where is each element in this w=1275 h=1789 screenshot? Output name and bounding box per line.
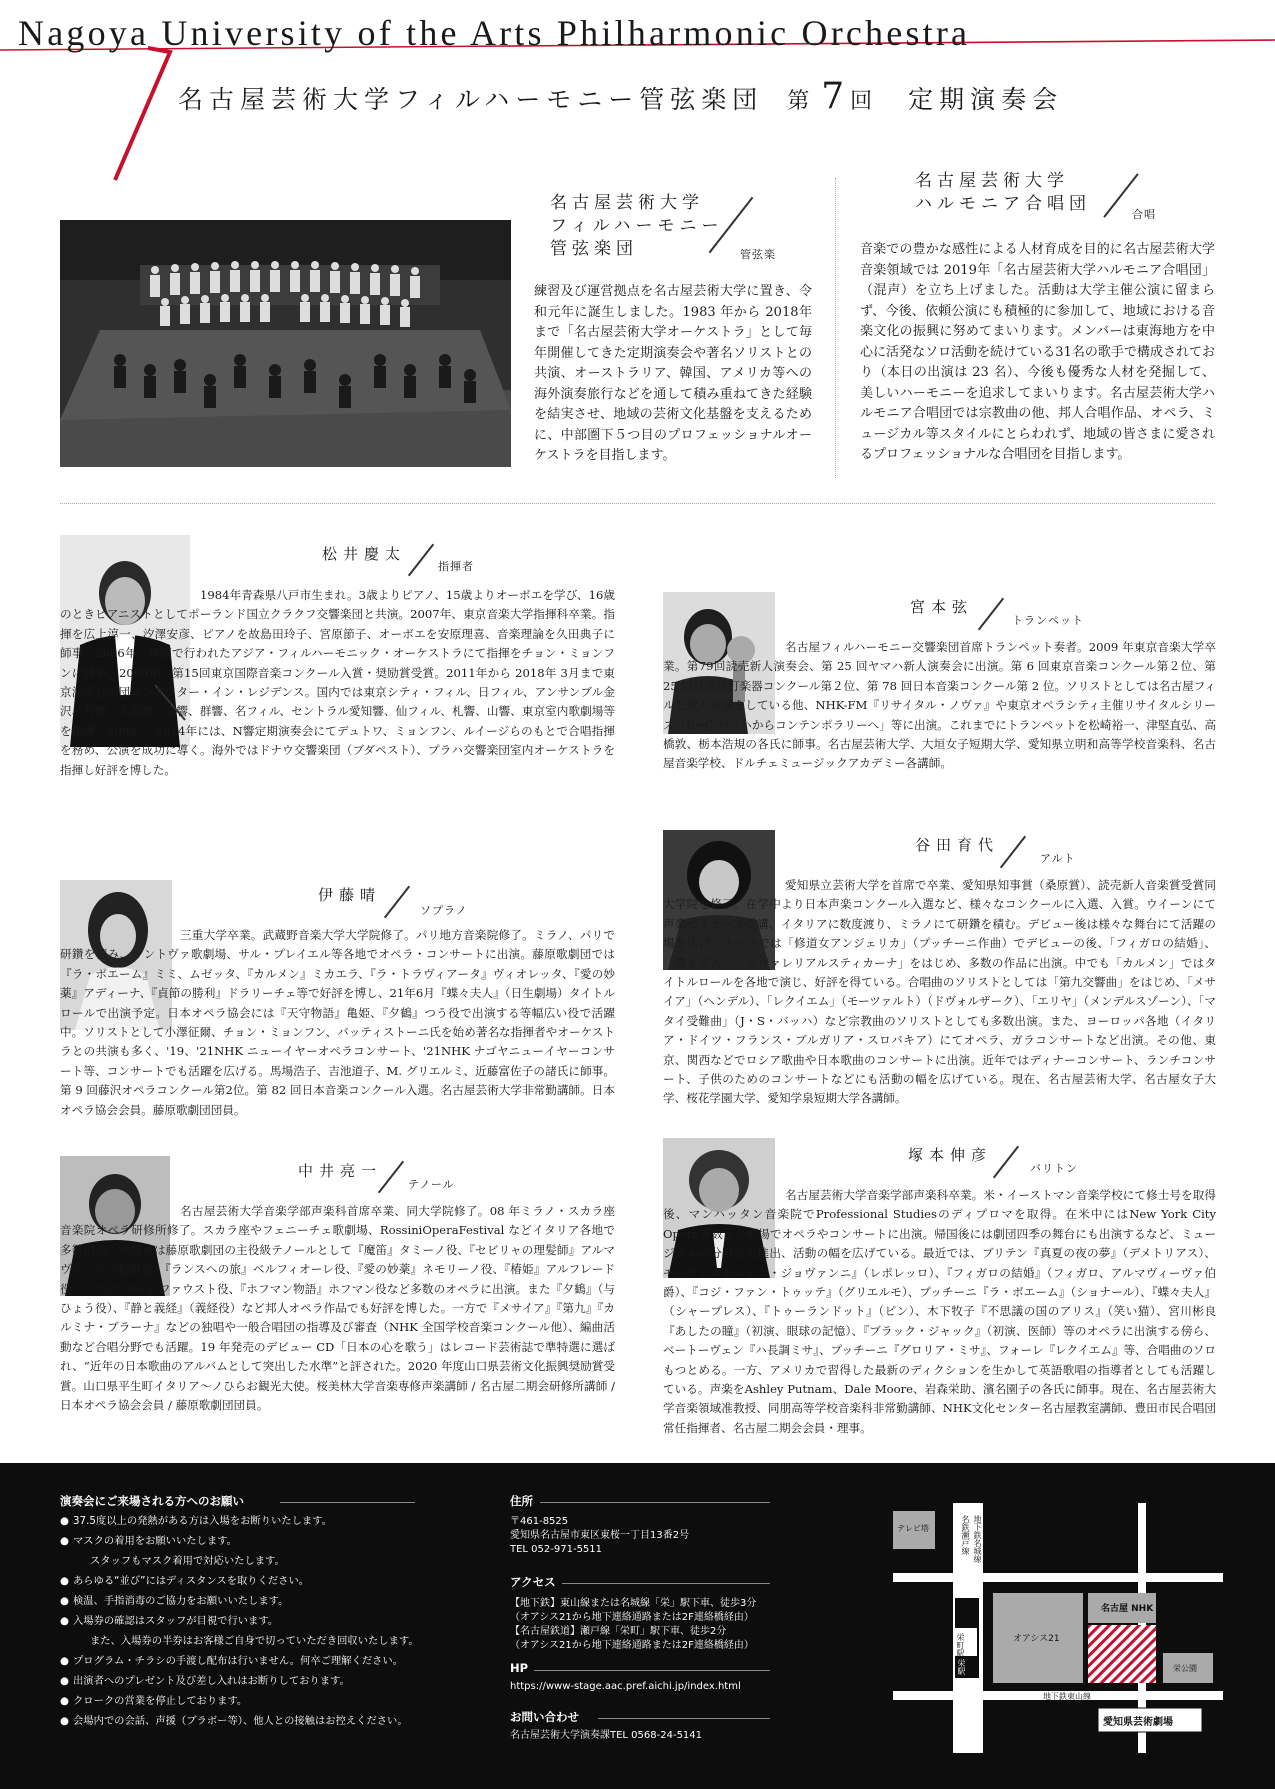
notice-item: ● 会場内での会話、声援（ブラボー等）、他人との接触はお控えください。 <box>60 1711 450 1731</box>
tsukamoto-bio: 名古屋芸術大学音楽学部声楽科卒業。米・イーストマン音楽学校にて修士号を取得後、マンハッタン音楽院でProfessional Studiesのディプロマを取得。在米中にはNew York City Opera等数々の劇場でオペラやコンサートに出演。帰国後には劇団四季の舞台にも出演するなど、ミュージカルの分野にも進出、活動の幅を広げている。最近では、ブリテン『真夏の夜の夢』（デメトリアス）、モーツァルト『ドン・ジョヴァンニ』（レポレッロ）、『フィガロの結婚』（フィガロ、アルマヴィーヴァ伯爵）、『コジ・ファン・トゥッテ』（グリエルモ）、プッチーニ『ラ・ボエーム』（ショナール）、『蝶々夫人』（シャープレス）、『トゥーランドット』（ピン）、木下牧子『不思議の国のアリス』（笑い猫）、宮川彬良『あしたの瞳』（初演、眼球の記憶）、『ブラック・ジャック』（初演、医師）等のオペラに出演する傍ら、ベートーヴェン『ハ長調ミサ』、プッチーニ『グロリア・ミサ』、フォーレ『レクイエム』等、合唱曲のソロもつとめる。一方、アメリカで習得した最新のディクションを生かして英語歌唱の指導者としても活躍している。声楽をAshley Putnam、Dale Moore、岩森栄助、濱名園子の各氏に師事。現在、名古屋芸術大学音楽領域准教授、同朋高等学校音楽科非常勤講師、NHK文化センター名古屋教室講師、豊田市民合唱団常任指揮者、名古屋二期会会員・理事。 <box>663 1188 1216 1435</box>
address-block <box>510 1515 689 1557</box>
concert-hall-illustration <box>60 220 511 467</box>
access-line4: （オアシス21から地下連絡通路または2F連絡橋経由） <box>510 1640 754 1651</box>
access-block <box>510 1597 756 1653</box>
hp-heading-rule <box>534 1670 770 1671</box>
orchestra-name-line2: フィルハーモニー <box>550 216 724 236</box>
red-seven-stroke <box>115 48 170 180</box>
address-tel: TEL 052-971-5511 <box>510 1544 603 1555</box>
notice-heading: 演奏会にご来場される方へのお願い <box>60 1494 244 1508</box>
map-label-park: 栄公園 <box>1173 1664 1197 1673</box>
ito-name: 伊藤晴 <box>318 886 382 904</box>
choir-name-line2: ハルモニア合唱団 <box>915 194 1091 214</box>
footer <box>0 1463 1275 1789</box>
orchestra-name-line3: 管弦楽団 <box>550 239 638 259</box>
matsui-name: 松井慶太 <box>322 545 407 563</box>
ito-slash <box>384 886 410 919</box>
map-label-meijo <box>973 1515 982 1563</box>
address-heading: 住所 <box>510 1494 533 1508</box>
title-jp-main: 名古屋芸術大学フィルハーモニー管弦楽団 <box>178 85 764 114</box>
contact-heading: お問い合わせ <box>510 1710 579 1724</box>
title-jp-sub: 定期演奏会 <box>908 85 1064 114</box>
notice-item: ● 出演者へのプレゼント及び差し入れはお断りしております。 <box>60 1671 450 1691</box>
access-heading: アクセス <box>510 1575 556 1589</box>
nakai-bio: 名古屋芸術大学音楽学部声楽科首席卒業、同大学院修了。08 年ミラノ・スカラ座音楽院オペラ研修所修了。スカラ座やフェニーチェ歌劇場、RossiniOperaFestival などイタリア各地で多数出演。帰国後は藤原歌劇団の主役級テノールとして『魔笛』タミーノ役、『セビリャの理髪師』アルマヴィーヴァ伯爵役、『ランスへの旅』ベルフィオーレ役、『愛の妙薬』ネモリーノ役、『椿姫』アルフレード役、『ファウスト』ファウスト役、『ホフマン物語』ホフマン役など多数のオペラに出演。また『夕鶴』（与ひょう役）、『静と義経』（義経役）など邦人オペラ作品でも好評を博した。一方で『メサイア』『第九』『カルミナ・ブラーナ』などの独唱や一般合唱団の指導及び審査（NHK 全国学校音楽コンクール他）、編曲活動など合唱分野でも活躍。19 年発売のデビュー CD「日本の心を歌う」はレコード芸術誌で準特選に選ばれ、“近年の日本歌曲のアルバムとして突出した水準”と評された。2020 年度山口県芸術文化振興奨励賞受賞。山口県平生町イタリア～ノひらお観光大使。桜美林大学音楽専修声楽講師 / 名古屋二期会研修所講師 / 日本オペラ協会会員 / 藤原歌劇団団員。 <box>60 1204 615 1413</box>
contact-heading-rule <box>598 1718 770 1719</box>
notice-item: ● 入場券の確認はスタッフが目視で行います。 <box>60 1611 450 1631</box>
tanida-role: アルト <box>1040 852 1076 865</box>
notice-item: ● クロークの営業を停止しております。 <box>60 1691 450 1711</box>
access-line2: （オアシス21から地下連絡通路または2F連絡橋経由） <box>510 1612 754 1623</box>
tanida-bio: 愛知県立芸術大学を首席で卒業、愛知県知事賞（桑原賞）、読売新人音楽賞受賞同大学院を修了。在学中より日本声楽コンクール入選など、様々なコンクールに入選、入賞。ウイーンにて声楽ゼミナール受講、イタリアに数度渡り、ミラノにて研鑽を積む。デビュー後は様々な舞台にて活躍の場を広げ、オペラでは「修道女アンジェリカ」（プッチーニ作曲）でデビューの後、「フィガロの結婚」、「蝶々夫人」、「カヴァレリアルスティカーナ」をはじめ、多数の作品に出演。中でも「カルメン」ではタイトルロールを各地で演じ、好評を得ている。合唱曲のソリストとしては「第九交響曲」をはじめ、「メサイア」（ヘンデル）、「レクイエム」（モーツァルト）（ドヴォルザーク）、「エリヤ」（メンデルスゾーン）、「マタイ受難曲」（J・S・バッハ）など宗教曲のソリストとしても多数出演。また、ヨーロッパ各地（イタリア・ドイツ・フランス・ブルガリア・スロバキア）にてオペラ、ガラコンサートなど出演。その他、東京、関西などでロシア歌曲や日本歌曲のコンサートに出演。近年ではディナーコンサート、ランチコンサート、子供のためのコンサートなどにも活動の幅を広げている。現在、名古屋芸術大学、名古屋女子大学、桜花学園大学、愛知学泉短期大学各講師。 <box>663 878 1216 1106</box>
miyamoto-name: 宮本弦 <box>910 598 974 616</box>
map-label-sakaemachi-text: 栄町駅 <box>956 1633 965 1657</box>
map-label-sakaemachi <box>956 1633 965 1657</box>
choir-name-line1: 名古屋芸術大学 <box>915 171 1069 191</box>
orchestra-photo <box>60 220 511 467</box>
map-label-seto-line <box>961 1515 970 1555</box>
map-venue-building <box>1088 1625 1156 1683</box>
access-map <box>893 1503 1223 1753</box>
notice-item: また、入場券の半券はお客様ご自身で切っていただき回収いたします。 <box>90 1635 419 1647</box>
tanida-slash <box>1000 836 1026 869</box>
map-road-horizontal-1 <box>893 1573 1223 1582</box>
ito-role: ソプラノ <box>420 904 468 917</box>
matsui-role: 指揮者 <box>438 560 474 573</box>
orchestra-name <box>550 192 723 261</box>
title-kai: 回 <box>850 89 879 114</box>
miyamoto-slash <box>978 598 1004 631</box>
ito-bio: 三重大学卒業。武蔵野音楽大学大学院修了。パリ地方音楽院修了。ミラノ、パリで研鑽を積み、マントヴァ歌劇場、サル・プレイエル等各地でオペラ・コンサートに出演。藤原歌劇団では『ラ・ボエーム』ミミ、ムゼッタ、『カルメン』ミカエラ、『ラ・トラヴィアータ』ヴィオレッタ、『愛の妙薬』アディーナ、『貞節の勝利』ドラリーチェ等で好評を博し、21年6月『蝶々夫人』（日生劇場）タイトルロールで出演予定。日本オペラ協会には『天守物語』亀姫、『夕鶴』つう役で出演する等幅広い役で活躍中。ソリストとして小澤征爾、チョン・ミョンフン、バッティストーニ氏を始め著名な指揮者やオーケストラとの共演も多く、'19、'21NHK ニューイヤーオペラコンサート、'21NHK ナゴヤニューイヤーコンサート等、コンサートでも活躍を広げる。馬場浩子、吉池道子、M. グリエルミ、近藤富佐子の諸氏に師事。第 9 回藤沢オペラコンクール第2位。第 82 回日本音楽コンクール入選。名古屋芸術大学非常勤講師。日本オペラ協会会員。藤原歌劇団団員。 <box>60 928 615 1117</box>
map-drawing <box>893 1503 1223 1753</box>
notice-list <box>60 1511 450 1731</box>
map-label-nhk: 名古屋 NHK <box>1101 1604 1154 1614</box>
nakai-role: テノール <box>408 1178 455 1191</box>
tsukamoto-slash <box>993 1146 1019 1179</box>
access-heading-rule <box>562 1583 770 1584</box>
title-japanese <box>178 76 1063 117</box>
column-divider-dotted <box>835 178 836 478</box>
address-postal: 〒461-8525 <box>510 1516 569 1527</box>
section-divider <box>60 503 1215 504</box>
miyamoto-role: トランペット <box>1012 614 1084 627</box>
access-line3: 【名古屋鉄道】瀬戸線「栄町」駅下車、徒歩2分 <box>510 1626 727 1637</box>
map-label-meijo-text: 地下鉄名城線 <box>973 1515 982 1563</box>
notice-item: ● あらゆる“並び”にはディスタンスを取りください。 <box>60 1571 450 1591</box>
hp-url-link[interactable]: https://www-stage.aac.pref.aichi.jp/index.html <box>510 1681 741 1692</box>
map-label-sakae <box>957 1659 966 1675</box>
orchestra-description: 練習及び運営拠点を名古屋芸術大学に置き、令和元年に誕生しました。1983 年から 2018年まで「名古屋芸術大学オーケストラ」として毎年開催してきた定期演奏会や著名ソリストとの共演、オーストラリア、韓国、アメリカ等への海外演奏旅行などを通して積み重ねてきた経験を結実させ、地域の芸術文化基盤を支えるために、中部圏下５つ目のプロフェッショナルオーケストラを目指します。 <box>534 284 812 463</box>
contact-text: 名古屋芸術大学演奏課TEL 0568-24-5141 <box>510 1730 703 1741</box>
map-label-seto-line-text: 名鉄瀬戸線 <box>961 1515 970 1555</box>
notice-heading-rule <box>280 1502 415 1503</box>
tsukamoto-role: バリトン <box>1030 1162 1078 1175</box>
hp-heading: HP <box>510 1661 529 1675</box>
concert-number: 7 <box>821 76 845 117</box>
map-label-higashiyama: 地下鉄東山線 <box>1043 1692 1091 1701</box>
orchestra-name-line1: 名古屋芸術大学 <box>550 193 704 213</box>
title-english: Nagoya University of the Arts Philharmonic Orchestra <box>18 13 971 53</box>
map-label-sakae-text: 栄駅 <box>957 1659 966 1675</box>
tsukamoto-name: 塚本伸彦 <box>908 1146 993 1164</box>
matsui-bio: 1984年青森県八戸市生まれ。3歳よりピアノ、15歳よりオーボエを学び、16歳のときピアニストとしてポーランド国立クラクフ交響楽団と共演。2007年、東京音楽大学指揮科卒業。指揮を広上淳一、汐澤安彦、ピアノを故島田玲子、宮原節子、オーボエを安原理喜、音楽理論を久田典子に師事。2006年、韓国で行われたアジア・フィルハーモニック・オーケストラにて指揮をチョン・ミョンフンに師事。2009年、第15回東京国際音楽コンクール入賞・奨励賞受賞。2011年から 2018年 3月まで東京混声合唱団コンダクター・イン・レジデンス。国内では東京シティ・フィル、日フィル、アンサンブル金沢、九響、大阪響、京響、群響、名フィル、セントラル愛知響、仙フィル、札響、山響、東京室内歌劇場等を指揮。2008 ～ 2014年には、N響定期演奏会にてデュトワ、ミョンフン、ルイージらのもとで合唱指揮を務め、公演を成功に導く。海外ではドナウ交響楽団（ブダペスト）、プラハ交響楽団室内オーケストラを指揮し好評を博した。 <box>60 588 615 777</box>
choir-role: 合唱 <box>1132 208 1156 221</box>
choir-description: 音楽での豊かな感性による人材育成を目的に名古屋芸術大学音楽領域では 2019年「名古屋芸術大学ハルモニア合唱団」（混声）を立ち上げました。活動は大学主催公演に留まらず、今後、依頼公演にも積極的に参加して、地域における音楽文化の振興に努めてまいります。メンバーは東海地方を中心に活発なソロ活動を続けている31名の歌手で構成されており（本日の出演は 23 名）、今後も優秀な人材を発掘して、美しいハーモニーを追求してまいります。名古屋芸術大学ハルモニア合唱団では宗教曲の他、邦人合唱作品、オペラ、ミュージカル等スタイルにとらわれず、地域の皆さまに愛されるプロフェッショナルな合唱団を目指します。 <box>860 242 1215 462</box>
title-dai: 第 <box>787 89 816 114</box>
map-label-oasis: オアシス21 <box>1013 1634 1060 1644</box>
access-line1: 【地下鉄】東山線または名城線「栄」駅下車、徒歩3分 <box>510 1598 757 1609</box>
notice-item: ● マスクの着用をお願いいたします。 <box>60 1531 450 1551</box>
choir-name <box>915 170 1091 216</box>
miyamoto-bio: 名古屋フィルハーモニー交響楽団首席トランペット奏者。2009 年東京音楽大学卒業。第79回読売新人演奏会、第 25 回ヤマハ新人演奏会に出演。第 6 回東京音楽コンクール第２位、第 25 回日本管打楽器コンクール第２位、第 78 回日本音楽コンクール第 2 位。ソリストとしては名古屋フィルと度々共演をしている他、NHK-FM『リサイタル・ノヴァ』や東京オペラシティ主催リサイタルシリーズ「B→C バッハからコンテンポラリーへ」等に出演。これまでにトランペットを松崎裕一、津堅直弘、高橋敦、栃本浩規の各氏に師事。名古屋芸術大学、大垣女子短期大学、愛知県立明和高等学校音楽科、名古屋音楽学校、ドルチェミュージックアカデミー各講師。 <box>663 640 1216 771</box>
orchestra-role: 管弦楽 <box>740 248 776 261</box>
notice-item: スタッフもマスク着用で対応いたします。 <box>90 1555 285 1567</box>
address-heading-rule <box>540 1502 770 1503</box>
notice-item: ● プログラム・チラシの手渡し配布は行いません。何卒ご理解ください。 <box>60 1651 450 1671</box>
tanida-name: 谷田育代 <box>915 836 1000 854</box>
matsui-slash <box>408 544 434 577</box>
map-label-tv: テレビ塔 <box>897 1524 929 1533</box>
notice-item: ● 検温、手指消毒のご協力をお願いいたします。 <box>60 1591 450 1611</box>
notice-item: ● 37.5度以上の発熱がある方は入場をお断りいたします。 <box>60 1511 450 1531</box>
map-label-venue: 愛知県芸術劇場 <box>1103 1717 1173 1728</box>
address-line: 愛知県名古屋市東区東桜一丁目13番2号 <box>510 1530 690 1541</box>
nakai-name: 中井亮一 <box>298 1162 383 1180</box>
